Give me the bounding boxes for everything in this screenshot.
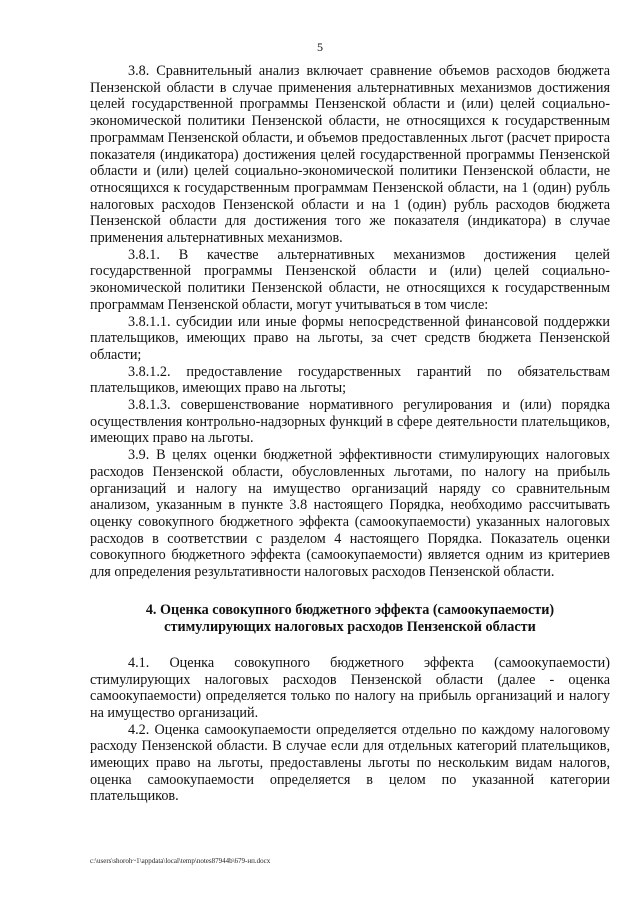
paragraph-3-8-1-1: 3.8.1.1. субсидии или иные формы непосредственной финансовой поддержки плательщиков, имеющих право на льготы, за счет средств бюджета Пензенской области; [90,313,610,363]
section-heading-line-2: стимулирующих налоговых расходов Пензенской области [164,618,536,635]
footer-file-path: c:\users\shoroh~1\appdata\local\temp\notes87944b\679-нп.docx [90,857,271,865]
paragraph-3-8-1-2: 3.8.1.2. предоставление государственных гарантий по обязательствам плательщиков, имеющих право на льготы; [90,363,610,397]
paragraph-3-8-1: 3.8.1. В качестве альтернативных механизмов достижения целей государственной программы Пензенской области и (или) целей социально-экономической политики Пензенской области, не относящихся к государственным программам Пензенской области, могут учитываться в том числе: [90,246,610,313]
section-heading [90,602,610,636]
document-body [90,63,610,805]
paragraph-4-1: 4.1. Оценка совокупного бюджетного эффекта (самоокупаемости) стимулирующих налоговых расходов Пензенской области (далее - оценка самоокупаемости) определяется только по налогу на прибыль организаций и налогу на имущество организаций. [90,654,610,721]
section-heading-line-1: 4. Оценка совокупного бюджетного эффекта (самоокупаемости) [145,601,555,618]
paragraph-3-9: 3.9. В целях оценки бюджетной эффективности стимулирующих налоговых расходов Пензенской области, обусловленных льготами, по налогу на прибыль организаций и налогу на имущество организаций наряду со сравнительным анализом, указанным в пункте 3.8 настоящего Порядка, необходимо рассчитывать оценку совокупного бюджетного эффекта (самоокупаемости) указанных налоговых расходов в соответствии с разделом 4 настоящего Порядка. Показатель оценки совокупного бюджетного эффекта (самоокупаемости) является одним из критериев для определения результативности налоговых расходов Пензенской области. [90,447,610,581]
paragraph-3-8-1-3: 3.8.1.3. совершенствование нормативного регулирования и (или) порядка осуществления контрольно-надзорных функций в сфере деятельности плательщиков, имеющих право на льготы. [90,397,610,447]
paragraph-4-2: 4.2. Оценка самоокупаемости определяется отдельно по каждому налоговому расходу Пензенской области. В случае если для отдельных категорий плательщиков, имеющих право на льготы, предоставлены льготы по нескольким видам налогов, оценка самоокупаемости определяется в целом по указанной категории плательщиков. [90,721,610,805]
paragraph-3-8: 3.8. Сравнительный анализ включает сравнение объемов расходов бюджета Пензенской области в случае применения альтернативных механизмов достижения целей государственной программы Пензенской области и (или) целей социально-экономической политики Пензенской области, не относящихся к государственным программам Пензенской области, и объемов предоставленных льгот (расчет прироста показателя (индикатора) достижения целей государственной программы Пензенской области и (или) целей социально-экономической политики Пензенской области, не относящихся к государственным программам Пензенской области, на 1 (один) рубль налоговых расходов Пензенской области и на 1 (один) рубль расходов бюджета Пензенской области для достижения того же показателя (индикатора) в случае применения альтернативных механизмов. [90,63,611,247]
page-number: 5 [317,40,323,54]
